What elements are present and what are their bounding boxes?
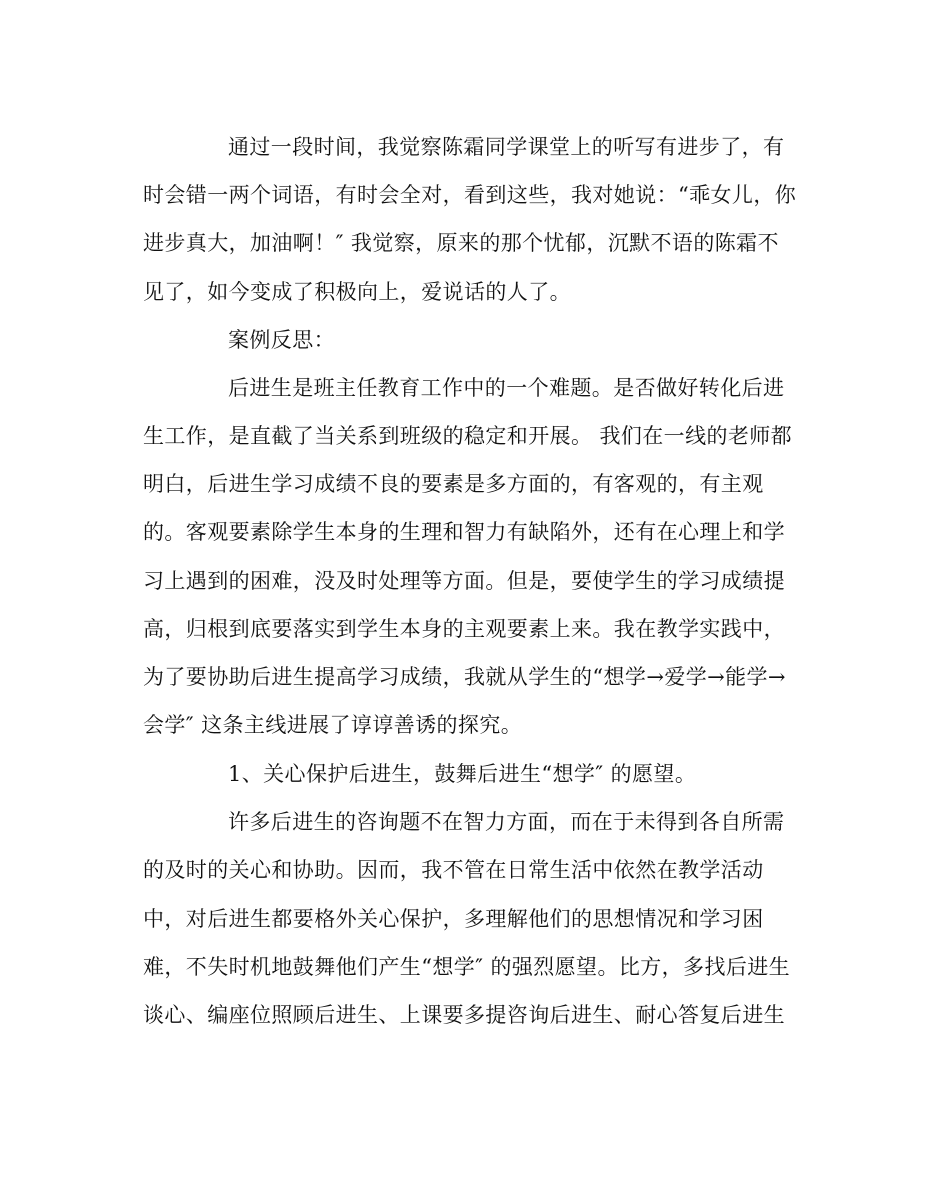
paragraph-line: 的。客观要素除学生本身的生理和智力有缺陷外，还有在心理上和学 <box>143 520 785 544</box>
paragraph-line: 生工作，是直截了当关系到班级的稳定和开展。 我们在一线的老师都 <box>143 424 793 448</box>
paragraph-line: 习上遇到的困难，没及时处理等方面。但是，要使学生的学习成绩提 <box>143 569 785 593</box>
paragraph-line: 见了，如今变成了积极向上，爱说话的人了。 <box>143 280 571 304</box>
paragraph-line: 谈心、编座位照顾后进生、上课要多提咨询后进生、耐心答复后进生 <box>143 1003 785 1027</box>
paragraph-line: 难，不失时机地鼓舞他们产生“想学″ 的强烈愿望。比方，多找后进生 <box>143 955 791 979</box>
paragraph-line: 的及时的关心和协助。因而，我不管在日常生活中依然在教学活动 <box>143 858 764 882</box>
paragraph-line: 时会错一两个词语，有时会全对，看到这些，我对她说：“乖女儿，你 <box>143 183 797 207</box>
paragraph-line: 明白，后进生学习成绩不良的要素是多方面的，有客观的，有主观 <box>143 472 764 496</box>
paragraph-line: 通过一段时间，我觉察陈霜同学课堂上的听写有进步了，有 <box>228 135 785 159</box>
paragraph-line: 会学″ 这条主线进展了谆谆善诱的探究。 <box>143 713 523 737</box>
paragraph-line: 进步真大，加油啊！″ 我觉察，原来的那个忧郁，沉默不语的陈霜不 <box>143 231 779 255</box>
paragraph-line: 后进生是班主任教育工作中的一个难题。是否做好转化后进 <box>228 376 785 400</box>
paragraph-line: 高，归根到底要落实到学生本身的主观要素上来。我在教学实践中， <box>143 617 785 641</box>
numbered-heading: 1、关心保护后进生，鼓舞后进生“想学″ 的愿望。 <box>228 762 697 786</box>
paragraph-line: 中，对后进生都要格外关心保护，多理解他们的思想情况和学习困 <box>143 907 764 931</box>
paragraph-line: 许多后进生的咨询题不在智力方面，而在于未得到各自所需 <box>228 810 785 834</box>
section-heading: 案例反思： <box>228 328 335 352</box>
paragraph-line: 为了要协助后进生提高学习成绩，我就从学生的“想学→爱学→能学→ <box>143 665 786 689</box>
